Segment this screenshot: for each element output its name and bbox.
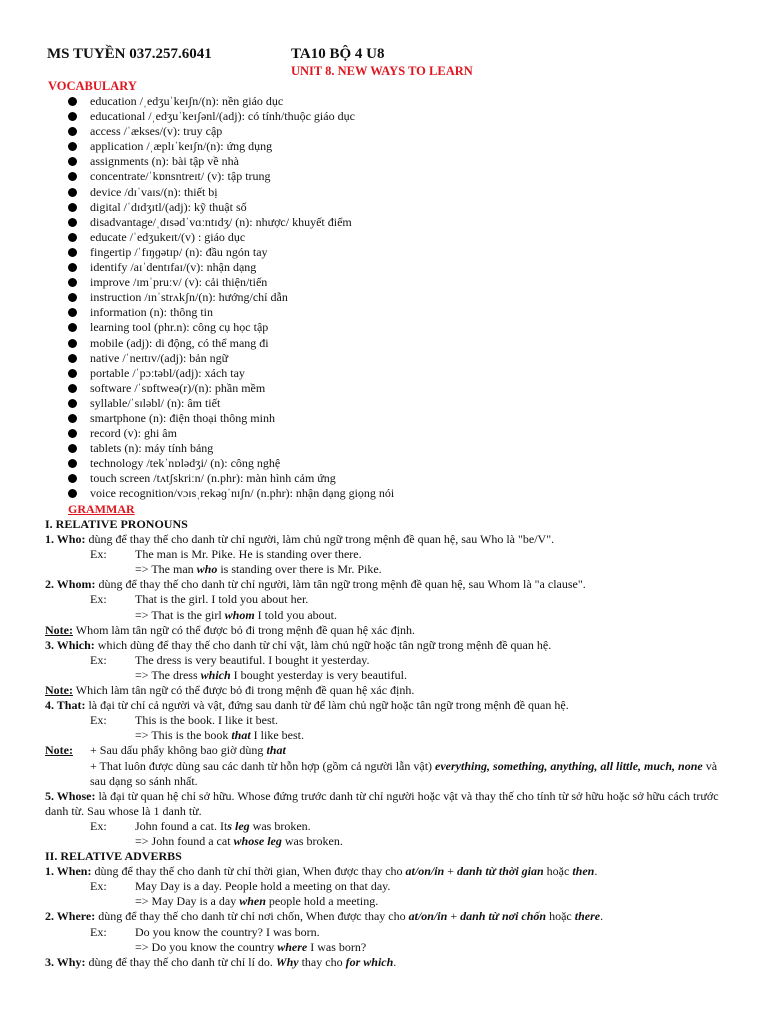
example-label: Ex: [90,652,107,667]
vocabulary-item [0,351,394,366]
vocabulary-entry: educational /ˌedʒuˈkeɪʃənl/(adj): có tính/thuộc giáo dục [90,109,355,124]
vocabulary-entry: smartphone (n): điện thoại thông minh [90,410,275,425]
rule-keyword: Why [275,954,299,969]
section-heading-relative-pronouns: I. RELATIVE PRONOUNS [45,517,188,531]
note-keyword: everything, something, anything, all little, much, none [435,758,703,773]
answer-keyword: whose leg [233,833,282,848]
bullet-icon [68,203,77,212]
example [45,547,735,562]
bullet-icon [68,278,77,287]
example-answer [45,940,735,955]
rule-desc: . [393,954,397,969]
note-text: + Sau dấu phẩy không bao giờ dùng [90,743,267,758]
rule-desc: hoặc [543,864,573,879]
document-code: TA10 BỘ 4 U8 [291,46,385,62]
example-text: The dress is very beautiful. I bought it yesterday. [135,652,370,667]
rule-desc: + [444,864,457,879]
answer-text: I bought yesterday is very beautiful. [230,667,407,682]
vocabulary-entry: device /dɪˈvaɪs/(n): thiết bị [90,184,218,199]
rule-that [45,698,735,713]
vocabulary-item [0,169,394,184]
rule-keyword: danh từ nơi chốn [460,909,547,924]
vocabulary-item [0,471,394,486]
bullet-icon [68,112,77,121]
example [45,592,735,607]
rule-keyword: at/on/in [405,864,445,879]
answer-text: was broken. [281,833,343,848]
note-that [45,743,735,758]
vocabulary-item [0,320,394,335]
vocabulary-item [0,154,394,169]
rule-desc: dùng để thay thế cho danh từ chỉ người, làm tân ngữ trong mệnh đề quan hệ, sau Whom là "a clause". [95,577,586,592]
example-text: This is the book. I like it best. [135,713,278,728]
note-label: Note: [45,743,73,758]
vocabulary-item [0,215,394,230]
vocabulary-item [0,336,394,351]
vocabulary-entry: concentrate/ˈkɒnsntreɪt/ (v): tập trung [90,169,271,184]
vocabulary-item [0,109,394,124]
example-text: That is the girl. I told you about her. [135,592,309,607]
answer-text: John found a cat [151,833,234,848]
rule-desc: . [594,864,598,879]
arrow: => [135,833,152,848]
rule-title: 5. Whose: [45,788,96,803]
vocabulary-entry: record (v): ghi âm [90,426,177,441]
example [45,713,735,728]
answer-text: I like best. [250,728,304,743]
arrow: => [135,667,152,682]
bullet-icon [68,142,77,151]
bullet-icon [68,293,77,302]
vocabulary-item [0,290,394,305]
note-text: + That luôn được dùng sau các danh từ hỗn hợp (gồm cả người lẫn vật) [90,758,436,773]
vocabulary-entry: native /ˈneɪtɪv/(adj): bản ngữ [90,350,229,365]
answer-text: The dress [151,667,201,682]
rule-when [45,864,735,879]
rule-title: 1. When: [45,864,92,879]
rule-desc: là đại từ chỉ cả người và vật, đứng sau danh từ để làm chủ ngữ hoặc tân ngữ trong mệnh đề quan hệ. [85,698,569,713]
example-label: Ex: [90,592,107,607]
answer-text: I told you about. [254,607,337,622]
example-answer [45,562,735,577]
vocabulary-entry: access /ˈækses/(v): truy cập [90,124,223,139]
rule-desc: thay cho [298,954,346,969]
example-answer [45,668,735,683]
rule-title: 3. Which: [45,637,95,652]
rule-desc: dùng để thay thế cho danh từ chỉ lí do. [85,954,276,969]
bullet-icon [68,414,77,423]
answer-keyword: when [239,894,266,909]
vocabulary-item [0,456,394,471]
bullet-icon [68,157,77,166]
vocabulary-entry: software /ˈsɒftweə(r)/(n): phần mềm [90,380,266,395]
rule-whom [45,577,735,592]
vocabulary-entry: tablets (n): máy tính bảng [90,441,214,456]
example-text: The man is Mr. Pike. He is standing over there. [135,547,362,562]
vocabulary-list [0,94,394,502]
vocabulary-item [0,381,394,396]
answer-keyword: that [231,728,251,743]
vocabulary-item [0,411,394,426]
bullet-icon [68,248,77,257]
example-answer [45,608,735,623]
answer-text: This is the book [151,728,232,743]
rule-why [45,955,735,970]
bullet-icon [68,308,77,317]
rule-where [45,909,735,924]
rule-desc: dùng để thay thế cho danh từ chỉ nơi chốn, When được thay cho [95,909,409,924]
vocabulary-entry: assignments (n): bài tập về nhà [90,154,239,169]
vocabulary-entry: identify /aɪˈdentɪfaɪ/(v): nhận dạng [90,260,257,275]
vocabulary-entry: digital /ˈdɪdʒɪtl/(adj): kỹ thuật số [90,199,247,214]
vocabulary-entry: mobile (adj): di động, có thể mang đi [90,335,269,350]
answer-keyword: which [200,667,231,682]
answer-text: people hold a meeting. [265,894,379,909]
rule-keyword: then [572,864,595,879]
vocabulary-item [0,366,394,381]
rule-who [45,532,735,547]
vocabulary-entry: application /ˌæplɪˈkeɪʃn/(n): ứng dụng [90,139,273,154]
arrow: => [135,894,152,909]
arrow: => [135,728,152,743]
vocabulary-item [0,94,394,109]
rule-title: 2. Where: [45,909,96,924]
rule-keyword: danh từ thời gian [457,864,544,879]
bullet-icon [68,384,77,393]
rule-desc: . [600,909,604,924]
bullet-icon [68,97,77,106]
vocabulary-item [0,185,394,200]
note-label: Note: [45,683,73,698]
note-which [45,683,735,698]
section-heading-relative-adverbs: II. RELATIVE ADVERBS [45,849,182,864]
bullet-icon [68,444,77,453]
rule-desc: + [447,909,461,924]
rule-keyword: at/on/in [408,909,448,924]
vocabulary-entry: improve /ɪmˈpruːv/ (v): cải thiện/tiến [90,275,268,290]
vocabulary-entry: touch screen /tʌtʃskriːn/ (n.phr): màn hình cảm ứng [90,471,336,486]
answer-text: is standing over there is Mr. Pike. [217,562,382,577]
bullet-icon [68,459,77,468]
example [45,925,735,940]
bullet-icon [68,489,77,498]
example-label: Ex: [90,713,107,728]
vocabulary-item [0,275,394,290]
vocabulary-entry: technology /tekˈnɒlədʒi/ (n): công nghệ [90,456,281,471]
rule-which [45,638,735,653]
answer-keyword: whom [224,607,255,622]
vocabulary-entry: education /ˌedʒuˈkeɪʃn/(n): nền giáo dục [90,94,284,108]
note-text: Which làm tân ngữ có thể được bỏ đi trong mệnh đề quan hệ xác định. [72,683,415,698]
example [45,819,735,834]
example-answer [45,894,735,909]
vocabulary-entry: learning tool (phr.n): công cụ học tập [90,320,269,335]
vocabulary-item [0,124,394,139]
note-that-2 [45,759,735,789]
note-keyword: that [266,743,286,758]
note-text: Whom làm tân ngữ có thể được bỏ đi trong mệnh đề quan hệ xác định. [72,622,416,637]
example [45,653,735,668]
bullet-icon [68,218,77,227]
vocabulary-entry: educate /ˈedʒukeɪt/(v) : giáo dục [90,229,246,244]
vocabulary-entry: voice recognition/vɔɪsˌrekəɡˈnɪʃn/ (n.phr): nhận dạng giọng nói [90,486,395,501]
answer-keyword: where [277,939,308,954]
note-text: và sau dạng so sánh nhất. [90,758,718,788]
rule-desc: which dùng để thay thế cho danh từ chỉ vật, làm chủ ngữ hoặc tân ngữ trong mệnh đề quan hệ. [94,637,552,652]
bullet-icon [68,233,77,242]
example-answer [45,834,735,849]
rule-desc: là đại từ quan hệ chỉ sở hữu. Whose đứng trước danh từ chỉ người hoặc vật và thay thế cho tính từ sở hữu hoặc sở hữu cách trước danh từ. Sau whose là 1 danh từ. [45,788,719,818]
rule-title: 1. Who: [45,532,86,547]
bullet-icon [68,354,77,363]
vocabulary-entry: fingertip /ˈfɪŋɡətɪp/ (n): đầu ngón tay [90,244,268,259]
example-label: Ex: [90,924,107,939]
rule-title: 4. That: [45,698,86,713]
bullet-icon [68,369,77,378]
vocabulary-item [0,441,394,456]
note-label: Note: [45,622,73,637]
rule-whose [45,789,735,819]
rule-desc: hoặc [546,909,575,924]
bullet-icon [68,474,77,483]
vocabulary-item [0,200,394,215]
bullet-icon [68,323,77,332]
example-text: John found a cat. It [135,818,228,833]
bullet-icon [68,399,77,408]
rule-keyword: there [574,909,601,924]
vocabulary-item [0,230,394,245]
arrow: => [135,562,152,577]
rule-title: 2. Whom: [45,577,96,592]
vocabulary-item [0,245,394,260]
example-text: May Day is a day. People hold a meeting on that day. [135,879,391,894]
example-keyword: s leg [227,818,250,833]
arrow: => [135,607,152,622]
unit-title: UNIT 8. NEW WAYS TO LEARN [291,64,473,78]
answer-text: That is the girl [151,607,225,622]
grammar-section [45,517,735,970]
teacher-contact: MS TUYỀN 037.257.6041 [47,46,212,62]
vocabulary-item [0,260,394,275]
bullet-icon [68,172,77,181]
vocabulary-entry: information (n): thông tin [90,305,213,320]
vocabulary-entry: disadvantage/ˌdɪsədˈvɑːntɪdʒ/ (n): nhược/ khuyết điểm [90,214,352,229]
bullet-icon [68,127,77,136]
example-text: was broken. [249,818,311,833]
answer-keyword: who [196,562,218,577]
vocabulary-entry: syllable/ˈsɪləbl/ (n): âm tiết [90,395,221,410]
example-text: Do you know the country? I was born. [135,924,320,939]
vocabulary-item [0,486,394,501]
rule-title: 3. Why: [45,954,86,969]
arrow: => [135,939,152,954]
vocabulary-heading: VOCABULARY [48,79,137,93]
vocabulary-item [0,139,394,154]
example [45,879,735,894]
bullet-icon [68,429,77,438]
rule-desc: dùng để thay thế cho danh từ chỉ người, làm chủ ngữ trong mệnh đề quan hệ, sau Who là "be/V". [85,532,555,547]
example-label: Ex: [90,879,107,894]
example-label: Ex: [90,818,107,833]
rule-keyword: for which [345,954,394,969]
answer-text: Do you know the country [151,939,278,954]
bullet-icon [68,339,77,348]
vocabulary-item [0,426,394,441]
vocabulary-entry: portable /ˈpɔːtəbl/(adj): xách tay [90,365,245,380]
example-answer [45,728,735,743]
note-whom [45,623,735,638]
example-label: Ex: [90,547,107,562]
bullet-icon [68,263,77,272]
answer-text: The man [151,562,197,577]
vocabulary-entry: instruction /ɪnˈstrʌkʃn/(n): hướng/chỉ dẫn [90,290,288,305]
vocabulary-item [0,396,394,411]
bullet-icon [68,188,77,197]
grammar-heading: GRAMMAR [68,502,135,516]
rule-desc: dùng để thay thế cho danh từ chỉ thời gian, When được thay cho [91,864,406,879]
answer-text: I was born? [307,939,367,954]
answer-text: May Day is a day [151,894,240,909]
vocabulary-item [0,305,394,320]
